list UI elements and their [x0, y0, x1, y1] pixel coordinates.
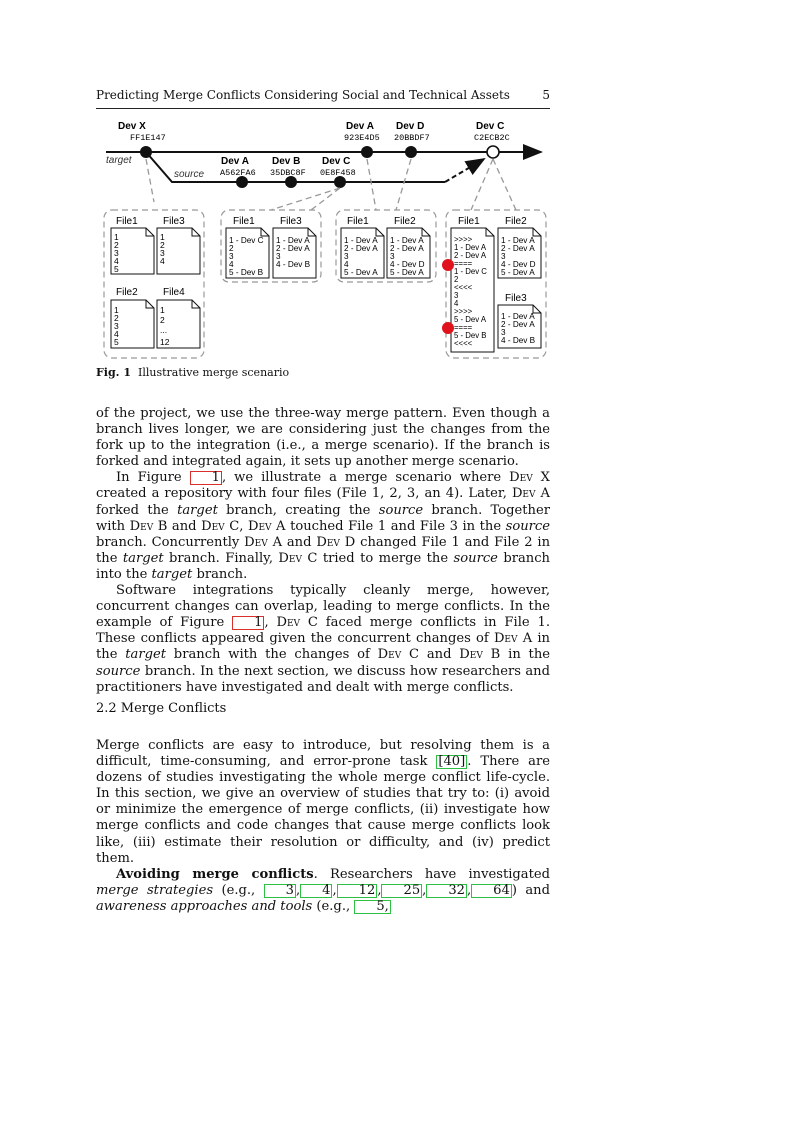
merge-scenario-figure: [96, 112, 556, 362]
running-head-title: Predicting Merge Conflicts Considering Social and Technical Assets: [96, 88, 510, 102]
deva-src-name: Dev A: [221, 156, 249, 167]
devx-name: Dev X: [118, 121, 146, 132]
header-rule: [96, 108, 550, 109]
svg-text:3: 3: [344, 252, 349, 261]
section-heading: 2.2 Merge Conflicts: [96, 701, 227, 716]
svg-text:3: 3: [229, 252, 234, 261]
caption-label: Fig. 1: [96, 366, 131, 379]
g2-file3-lines: [276, 236, 311, 269]
paragraph-5: Avoiding merge conflicts. Researchers have investigated merge strategies (e.g., 3 , 4 , 12 , 25 , 32 , 64 ) and awareness approaches and tools (e.g., 5,: [96, 866, 550, 914]
paragraph-3: Software integrations typically cleanly merge, however, concurrent changes can overlap, leading to merge conflicts. In the example of Figure 1 , Dev C faced merge conflicts in File 1. These conflicts appeared given the concurrent changes of Dev A in the target branch with the changes of Dev C and Dev B in the source branch. In the next section, we discuss how researchers and practitioners have investigated and dealt with merge conflicts.: [96, 583, 551, 695]
svg-text:4: 4: [160, 256, 165, 266]
devb-name: Dev B: [272, 156, 301, 167]
svg-text:2 - Dev A: 2 - Dev A: [501, 320, 535, 329]
devx-hash: FF1E147: [130, 133, 166, 143]
body-block-2: [96, 738, 550, 915]
deva-src-hash: A562FA6: [220, 168, 256, 178]
figure-ref-link[interactable]: 1: [190, 471, 222, 485]
merge-dashed-line: [445, 159, 484, 182]
svg-text:3: 3: [390, 252, 395, 261]
conflict-marker-2: [442, 322, 454, 334]
g3-file2-name: File2: [394, 216, 416, 227]
svg-text:<<<<: <<<<: [454, 339, 473, 348]
g4-file1-name: File1: [458, 216, 480, 227]
g2-file1-name: File1: [233, 216, 255, 227]
commit-devd: [405, 146, 417, 158]
svg-text:4 - Dev B: 4 - Dev B: [276, 260, 311, 269]
svg-text:4: 4: [454, 299, 459, 308]
svg-text:2 - Dev A: 2 - Dev A: [501, 244, 535, 253]
g4-file3-name: File3: [505, 293, 527, 304]
citation-link[interactable]: 4: [300, 884, 332, 898]
paragraph-1: of the project, we use the three-way merge pattern. Even though a branch lives longer, we are considering just the changes from the fork up to the integration (i.e., a merge scenario). If the branch is forked and integrated again, it sets up another merge scenario.: [96, 406, 550, 470]
svg-text:2 - Dev A: 2 - Dev A: [454, 251, 487, 260]
g2-file3-name: File3: [280, 216, 302, 227]
svg-text:2: 2: [229, 244, 234, 253]
svg-text:4: 4: [229, 260, 234, 269]
citation-link[interactable]: 3: [264, 884, 296, 898]
conflict-marker-1: [442, 259, 454, 271]
g3-file1-name: File1: [347, 216, 369, 227]
svg-text:2: 2: [114, 313, 119, 323]
svg-text:1: 1: [160, 305, 165, 315]
svg-text:1 - Dev A: 1 - Dev A: [276, 236, 310, 245]
svg-text:>>>>: >>>>: [454, 307, 473, 316]
svg-text:1 - Dev A: 1 - Dev A: [501, 236, 535, 245]
devc-merge-hash: C2ECB2C: [474, 133, 510, 143]
svg-text:1: 1: [114, 232, 119, 242]
page-number: 5: [542, 88, 550, 102]
citation-link[interactable]: 5,: [354, 900, 391, 914]
target-label: target: [106, 155, 132, 166]
svg-text:2 - Dev A: 2 - Dev A: [344, 244, 378, 253]
svg-text:1 - Dev A: 1 - Dev A: [501, 312, 535, 321]
svg-text:2: 2: [454, 275, 459, 284]
paragraph-2: In Figure 1 , we illustrate a merge scenario where Dev X created a repository with four files (File 1, 2, 3, an 4). Later, Dev A forked the target branch, creating the source branch. Together with Dev B and Dev C, Dev A touched File 1 and File 3 in the source branch. Concurrently Dev A and Dev D changed File 1 and File 2 in the target branch. Finally, Dev C tried to merge the source branch into the target branch.: [96, 470, 551, 582]
svg-text:1 - Dev A: 1 - Dev A: [344, 236, 378, 245]
citation-link[interactable]: 64: [471, 884, 512, 898]
running-head: [96, 88, 550, 102]
svg-text:2: 2: [160, 240, 165, 250]
citation-link[interactable]: 25: [381, 884, 422, 898]
svg-text:2: 2: [160, 315, 165, 325]
svg-text:4 - Dev D: 4 - Dev D: [501, 260, 536, 269]
svg-text:3: 3: [454, 291, 459, 300]
svg-text:4: 4: [344, 260, 349, 269]
g1-file3-name: File3: [163, 216, 185, 227]
svg-text:<<<<: <<<<: [454, 283, 473, 292]
svg-text:1: 1: [114, 305, 119, 315]
devb-hash: 35DBC8F: [270, 168, 306, 178]
commit-devc-merge: [487, 146, 499, 158]
svg-text:2 - Dev A: 2 - Dev A: [276, 244, 310, 253]
svg-text:3: 3: [160, 248, 165, 258]
svg-text:4: 4: [114, 329, 119, 339]
caption-text: Illustrative merge scenario: [138, 366, 290, 379]
svg-text:1 - Dev C: 1 - Dev C: [454, 267, 487, 276]
svg-text:2 - Dev A: 2 - Dev A: [390, 244, 424, 253]
citation-link[interactable]: 32: [426, 884, 467, 898]
source-label: source: [174, 169, 205, 180]
svg-text:5: 5: [114, 337, 119, 347]
g1-file2-lines: [114, 305, 119, 347]
svg-text:12: 12: [160, 337, 170, 347]
devd-hash: 20BBDF7: [394, 133, 430, 143]
svg-text:...: ...: [160, 325, 168, 335]
commit-deva-target: [361, 146, 373, 158]
g1-file2-name: File2: [116, 287, 138, 298]
svg-text:5 - Dev A: 5 - Dev A: [454, 315, 487, 324]
svg-text:1 - Dev A: 1 - Dev A: [454, 243, 487, 252]
g1-file3-lines: [160, 232, 165, 266]
citation-link[interactable]: 12: [337, 884, 378, 898]
svg-text:3: 3: [276, 252, 281, 261]
g1-file4-name: File4: [163, 287, 185, 298]
svg-text:>>>>: >>>>: [454, 235, 473, 244]
svg-text:3: 3: [114, 248, 119, 258]
svg-text:2: 2: [114, 240, 119, 250]
svg-text:4: 4: [114, 256, 119, 266]
svg-text:1 - Dev C: 1 - Dev C: [229, 236, 264, 245]
g4-file2-name: File2: [505, 216, 527, 227]
svg-text:4 - Dev D: 4 - Dev D: [390, 260, 425, 269]
figure-ref-link[interactable]: 1: [232, 616, 264, 630]
commit-devx: [140, 146, 152, 158]
paragraph-4: Merge conflicts are easy to introduce, but resolving them is a difficult, time-consuming, and error-prone task [40] . There are dozens of studies investigating the whole merge conflict life-cycle. In this section, we give an overview of studies that try to: (i) avoid or minimize the emergence of merge conflicts, (ii) investigate how merge conflicts and code changes that cause merge conflicts look like, (iii) estimate their resolution or difficulty, and (iv) predict them.: [96, 738, 550, 866]
svg-text:5: 5: [114, 264, 119, 274]
deva-tgt-name: Dev A: [346, 121, 374, 132]
svg-text:1: 1: [160, 232, 165, 242]
devc-src-name: Dev C: [322, 156, 351, 167]
g1-file1-lines: [114, 232, 119, 274]
svg-text:5 - Dev A: 5 - Dev A: [390, 268, 424, 277]
devc-src-hash: 0E8F458: [320, 168, 356, 178]
svg-text:5 - Dev B: 5 - Dev B: [454, 331, 487, 340]
g1-file1-name: File1: [116, 216, 138, 227]
svg-text:5 - Dev A: 5 - Dev A: [344, 268, 378, 277]
devd-name: Dev D: [396, 121, 425, 132]
figure-caption: [96, 366, 289, 379]
deva-tgt-hash: 923E4D5: [344, 133, 380, 143]
svg-text:5 - Dev A: 5 - Dev A: [501, 268, 535, 277]
svg-text:3: 3: [114, 321, 119, 331]
svg-text:5 - Dev B: 5 - Dev B: [229, 268, 264, 277]
body-block-1: [96, 406, 550, 696]
svg-text:4 - Dev B: 4 - Dev B: [501, 336, 536, 345]
svg-text:====: ====: [454, 323, 473, 332]
svg-text:3: 3: [501, 328, 506, 337]
devc-merge-name: Dev C: [476, 121, 505, 132]
g4-file3-lines: [501, 312, 536, 345]
citation-link[interactable]: [40]: [438, 754, 466, 770]
svg-text:3: 3: [501, 252, 506, 261]
svg-text:1 - Dev A: 1 - Dev A: [390, 236, 424, 245]
svg-text:====: ====: [454, 259, 473, 268]
